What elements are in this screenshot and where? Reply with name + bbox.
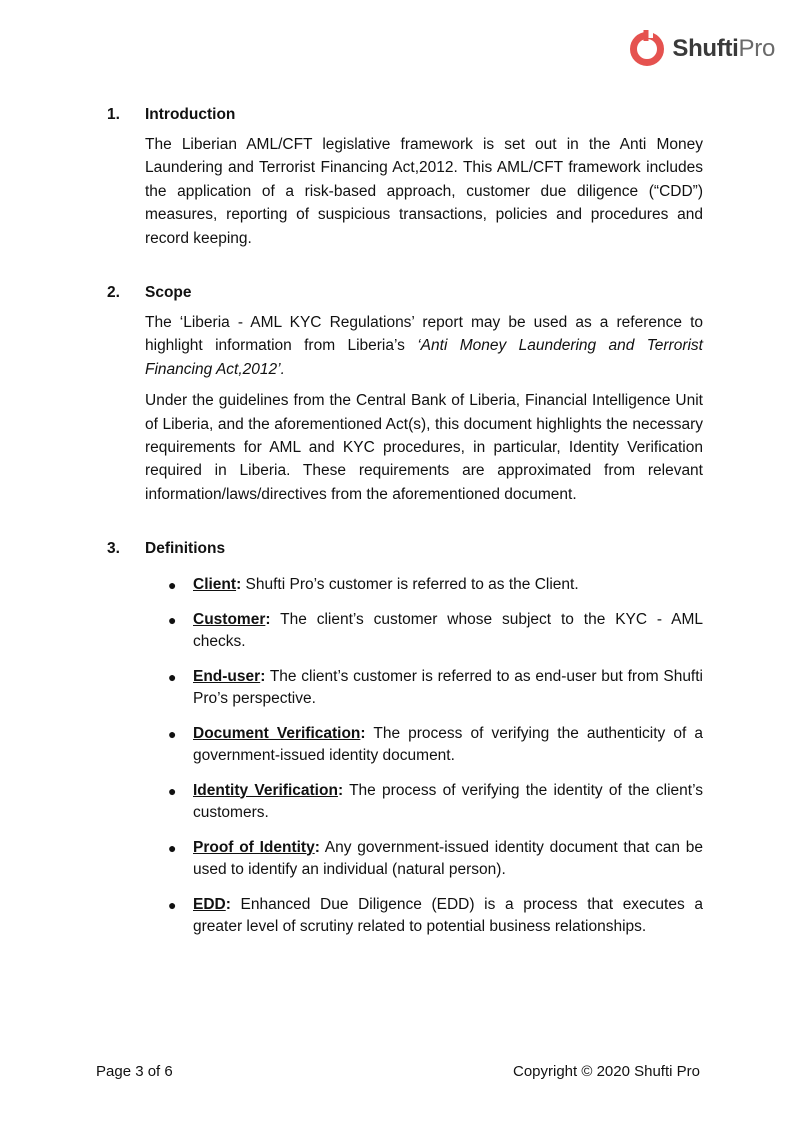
definition-term: Client: [193, 576, 237, 593]
section-scope: [107, 282, 703, 506]
definitions-list: [107, 574, 703, 939]
section-definitions: [107, 538, 703, 951]
section-introduction: [107, 104, 703, 250]
section-number: 3.: [107, 540, 120, 557]
definition-text: The process of verifying the authenticity of a government-issued identity document.: [193, 724, 703, 764]
section-number: 2.: [107, 284, 120, 301]
act-title-italic: ‘Anti Money Laundering and Terrorist Financing Act,2012’.: [145, 337, 703, 378]
logo-wordmark: [672, 37, 775, 61]
definition-text: The client’s customer whose subject to the KYC - AML checks.: [193, 610, 703, 650]
definition-item: ● Proof of Identity: Any government-issued identity document that can be used to identify an individual (natural person).: [168, 838, 703, 878]
definition-term: Document Verification: [193, 724, 361, 742]
scope-paragraph-1-text: The ‘Liberia - AML KYC Regulations’ report may be used as a reference to highlight information from Liberia’s: [145, 314, 703, 355]
section-title: Introduction: [145, 106, 236, 123]
shuftipro-logo: [628, 28, 775, 70]
definition-text: Shufti Pro’s customer is referred to as the Client.: [241, 576, 579, 593]
section-heading: [107, 538, 703, 560]
shuftipro-ring-logo-icon: [628, 28, 666, 70]
section-heading: [107, 282, 703, 304]
bullet-icon: ●: [168, 839, 177, 856]
bullet-icon: ●: [168, 782, 177, 799]
definition-term: Proof of Identity: [193, 838, 315, 856]
bullet-icon: ●: [168, 725, 177, 742]
definition-item: ● EDD: Enhanced Due Diligence (EDD) is a process that executes a greater level of scrutiny related to potential business relationships.: [168, 895, 703, 935]
definition-text: Enhanced Due Diligence (EDD) is a process that executes a greater level of scrutiny related to potential business relationships.: [193, 895, 703, 935]
definition-item: ● Customer: The client’s customer whose subject to the KYC - AML checks.: [168, 610, 703, 650]
bullet-icon: ●: [168, 611, 177, 628]
definition-item: ● Identity Verification: The process of verifying the identity of the client’s customers.: [168, 781, 703, 821]
definition-term: Identity Verification: [193, 781, 338, 799]
section-heading: [107, 104, 703, 126]
copyright-notice: Copyright © 2020 Shufti Pro: [513, 1063, 700, 1080]
definition-term: Customer: [193, 610, 266, 628]
page-number: Page 3 of 6: [96, 1063, 173, 1080]
section-title: Scope: [145, 284, 192, 301]
bullet-icon: ●: [168, 577, 177, 593]
section-title: Definitions: [145, 540, 226, 557]
definition-item: ● Document Verification: The process of verifying the authenticity of a government-issued identity document.: [168, 724, 703, 764]
definition-text: Any government-issued identity document that can be used to identify an individual (natural person).: [193, 838, 703, 878]
logo-text-light: Pro: [738, 35, 775, 62]
logo-text-bold: Shufti: [672, 35, 739, 62]
scope-paragraph-1: [145, 311, 703, 381]
section-number: 1.: [107, 106, 120, 123]
definition-item: ● End-user: The client’s customer is referred to as end-user but from Shufti Pro’s perspective.: [168, 667, 703, 707]
definition-text: The process of verifying the identity of the client’s customers.: [193, 781, 703, 821]
intro-paragraph: The Liberian AML/CFT legislative framework is set out in the Anti Money Laundering and Terrorist Financing Act,2012. This AML/CFT framework includes the application of a risk-based approach, customer due diligence (“CDD”) measures, reporting of suspicious transactions, policies and procedures and record keeping.: [145, 136, 703, 247]
definition-item: ● Client: Shufti Pro’s customer is referred to as the Client.: [107, 574, 703, 597]
definition-term: EDD: [193, 895, 226, 913]
definition-term: End-user: [193, 667, 261, 685]
bullet-icon: ●: [168, 668, 177, 685]
scope-paragraph-2: Under the guidelines from the Central Bank of Liberia, Financial Intelligence Unit of Liberia, and the aforementioned Act(s), this document highlights the necessary requirements for AML and KYC procedures, in particular, Identity Verification required in Liberia. These requirements are approximated from relevant information/laws/directives from the aforementioned document.: [145, 392, 703, 503]
bullet-icon: ●: [168, 896, 177, 913]
definition-text: The client’s customer is referred to as end-user but from Shufti Pro’s perspective.: [193, 667, 703, 707]
